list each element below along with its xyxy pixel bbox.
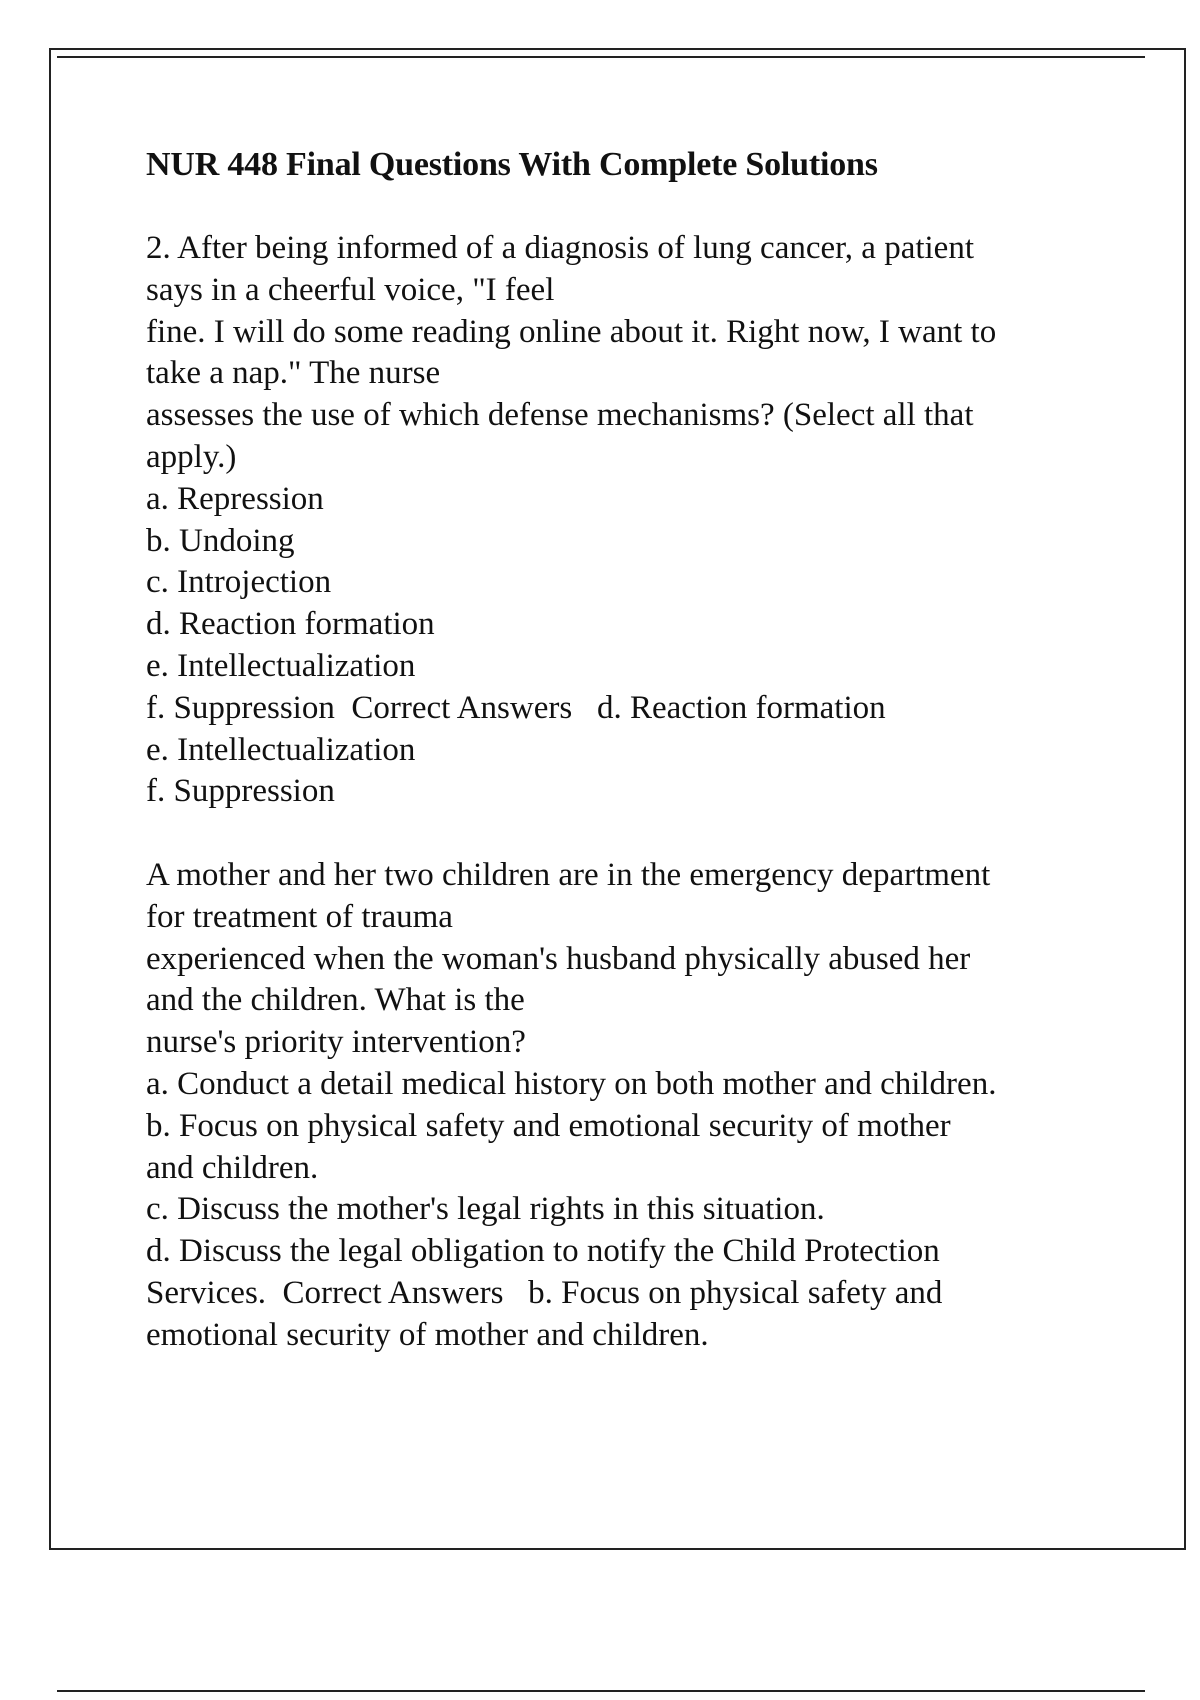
answer-option-with-correct-answers: Services. Correct Answers b. Focus on physical safety and [146, 1274, 943, 1311]
question-text-line: and the children. What is the [146, 982, 525, 1019]
document-body [146, 144, 1096, 1357]
question-text-line: for treatment of trauma [146, 898, 453, 935]
question-text-line: apply.) [146, 438, 237, 475]
question-text-line: assesses the use of which defense mechanisms? (Select all that [146, 397, 974, 434]
answer-option: and children. [146, 1149, 319, 1186]
question-text-line: 2. After being informed of a diagnosis of lung cancer, a patient [146, 230, 974, 266]
page-title: NUR 448 Final Questions With Complete Solutions [146, 146, 878, 183]
answer-option: b. Undoing [146, 522, 295, 559]
question-text-line: A mother and her two children are in the emergency department [146, 856, 991, 893]
correct-answer-line: emotional security of mother and children. [146, 1316, 709, 1353]
answer-option: e. Intellectualization [146, 647, 416, 684]
question-block-1 [146, 228, 1096, 813]
top-rule [57, 56, 1145, 58]
correct-answer-line: e. Intellectualization [146, 731, 416, 768]
answer-option: a. Repression [146, 480, 324, 517]
answer-option: b. Focus on physical safety and emotional security of mother [146, 1107, 951, 1144]
paragraph-spacer [146, 813, 1096, 855]
question-text-line: take a nap." The nurse [146, 355, 441, 392]
bottom-rule [57, 1690, 1145, 1692]
question-text-line: fine. I will do some reading online about it. Right now, I want to [146, 313, 997, 350]
question-text-line: experienced when the woman's husband physically abused her [146, 940, 971, 977]
answer-option: a. Conduct a detail medical history on both mother and children. [146, 1065, 997, 1102]
answer-option: c. Introjection [146, 564, 332, 601]
answer-option: d. Discuss the legal obligation to notify the Child Protection [146, 1233, 940, 1270]
answer-option: d. Reaction formation [146, 606, 435, 643]
correct-answer-line: f. Suppression [146, 773, 335, 810]
question-text-line: nurse's priority intervention? [146, 1024, 526, 1061]
question-block-2 [146, 855, 1096, 1357]
answer-option: c. Discuss the mother's legal rights in this situation. [146, 1191, 825, 1228]
question-text-line: says in a cheerful voice, "I feel [146, 271, 555, 308]
answer-option-with-correct-answers: f. Suppression Correct Answers d. Reaction formation [146, 689, 886, 726]
